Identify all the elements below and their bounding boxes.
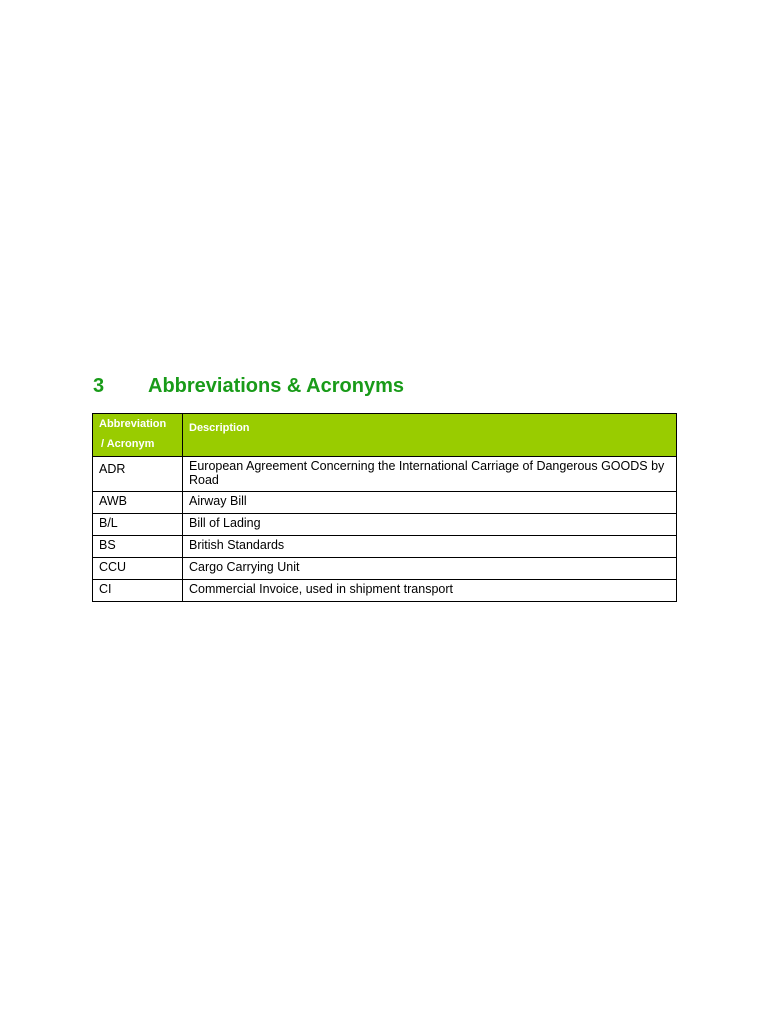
abbr-cell: CCU: [93, 558, 183, 580]
table-row: [93, 514, 677, 536]
header-abbreviation-line1: Abbreviation: [99, 418, 167, 430]
description-cell: Cargo Carrying Unit: [183, 558, 677, 580]
table-row: [93, 558, 677, 580]
abbr-cell: CI: [93, 580, 183, 602]
header-description: Description: [183, 414, 677, 457]
abbr-cell: BS: [93, 536, 183, 558]
section-heading: [93, 374, 404, 398]
abbr-cell: B/L: [93, 514, 183, 536]
description-cell: British Standards: [183, 536, 677, 558]
description-cell: Airway Bill: [183, 492, 677, 514]
table-row: [93, 457, 677, 492]
table-row: [93, 580, 677, 602]
table-row: [93, 492, 677, 514]
abbr-cell: AWB: [93, 492, 183, 514]
section-title: Abbreviations & Acronyms: [148, 375, 404, 397]
header-abbreviation: [93, 414, 183, 457]
header-row: [93, 414, 677, 457]
description-cell: Bill of Lading: [183, 514, 677, 536]
header-abbreviation-line2: / Acronym: [101, 438, 155, 450]
table-header: [93, 414, 677, 457]
abbreviations-table: [92, 413, 677, 602]
abbr-cell: ADR: [93, 457, 183, 492]
section-number: 3: [93, 375, 105, 397]
table-body: [93, 457, 677, 602]
description-cell: Commercial Invoice, used in shipment transport: [183, 580, 677, 602]
table-row: [93, 536, 677, 558]
description-cell: European Agreement Concerning the International Carriage of Dangerous GOODS by Road: [183, 457, 677, 492]
